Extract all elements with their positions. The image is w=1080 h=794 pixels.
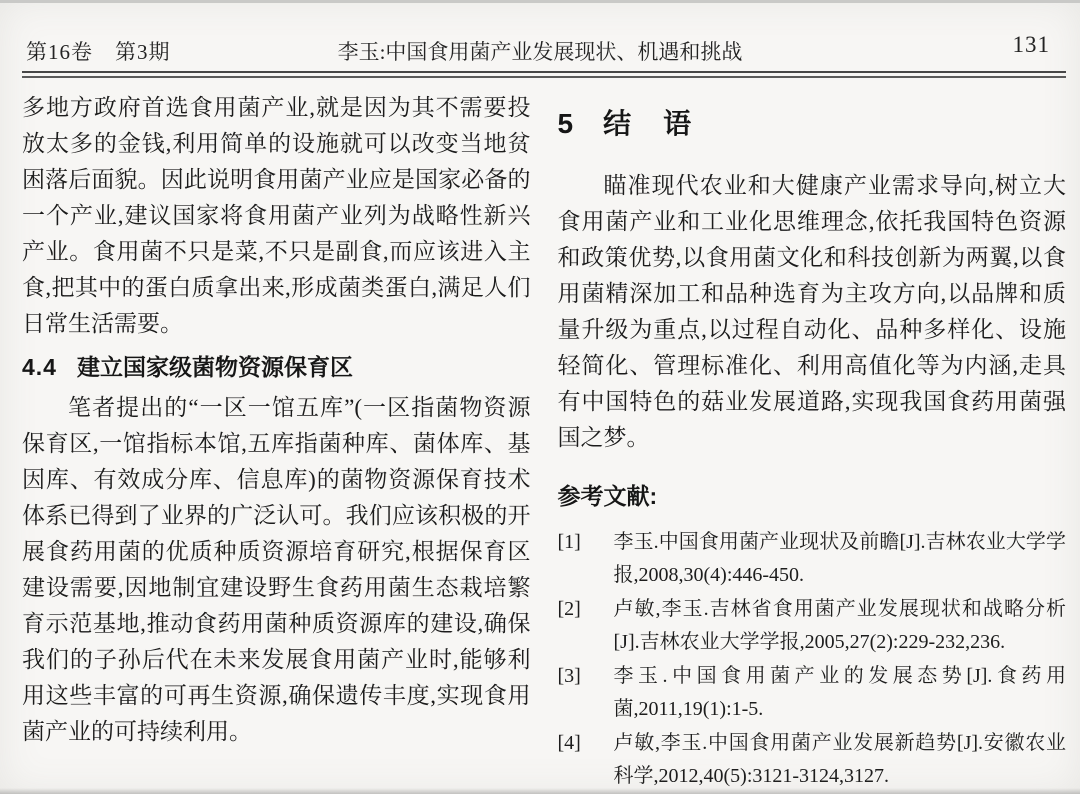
reference-number: [3]	[557, 665, 581, 687]
header-volume-issue: 第16卷 第3期	[26, 40, 171, 64]
header-double-rule	[22, 71, 1066, 78]
reference-text: 卢敏,李玉.中国食用菌产业发展新趋势[J].安徽农业科学,2012,40(5):3121-3124,3127.	[613, 732, 1066, 787]
header-running-title: 李玉:中国食用菌产业发展现状、机遇和挑战	[337, 40, 743, 64]
reference-item	[558, 593, 1067, 659]
reference-number: [4]	[557, 732, 581, 754]
reference-text: 李玉.中国食用菌产业现状及前瞻[J].吉林农业大学学报,2008,30(4):446-450.	[613, 531, 1066, 586]
section-number: 4.4	[22, 354, 57, 380]
scan-edge-bottom	[0, 788, 1080, 794]
reference-item	[558, 526, 1067, 592]
reference-item	[558, 727, 1067, 793]
reference-text: 卢敏,李玉.吉林省食用菌产业发展现状和战略分析[J].吉林农业大学学报,2005,27(2):229-232,236.	[613, 598, 1066, 653]
conclusion-paragraph: 瞄准现代农业和大健康产业需求导向,树立大食用菌产业和工业化思维理念,依托我国特色资源和政策优势,以食用菌文化和科技创新为两翼,以食用菌精深加工和品种选育为主攻方向,以品牌和质量升级为重点,以过程自动化、品种多样化、设施轻简化、管理标准化、利用高值化等为内涵,走具有中国特色的菇业发展道路,实现我国食药用菌强国之梦。	[557, 173, 1066, 450]
section-heading-4-4	[22, 351, 531, 383]
two-column-body	[22, 90, 1066, 788]
header-page-number: 131	[1012, 32, 1050, 57]
left-column	[22, 90, 531, 788]
references-heading: 参考文献:	[557, 483, 658, 509]
reference-item	[558, 660, 1067, 726]
paragraph-continued: 多地方政府首选食用菌产业,就是因为其不需要投放太多的金钱,利用简单的设施就可以改变当地贫困落后面貌。因此说明食用菌产业应是国家必备的一个产业,建议国家将食用菌产业列为战略性新兴产业。食用菌不只是菜,不只是副食,而应该进入主食,把其中的蛋白质拿出来,形成菌类蛋白,满足人们日常生活需要。	[22, 95, 531, 336]
section-number: 5	[557, 108, 574, 139]
scan-edge-top	[0, 0, 1080, 3]
reference-number: [2]	[557, 598, 581, 620]
section-title: 建立国家级菌物资源保育区	[76, 354, 353, 380]
right-column	[558, 90, 1067, 788]
section-title: 结 语	[603, 108, 694, 139]
reference-number: [1]	[557, 531, 581, 553]
reference-text: 李玉.中国食用菌产业的发展态势[J].食药用菌,2011,19(1):1-5.	[613, 665, 1066, 720]
page-header	[26, 32, 1054, 64]
references-list	[558, 526, 1067, 793]
section-heading-5	[558, 106, 1067, 142]
section-4-4-paragraph: 笔者提出的“一区一馆五库”(一区指菌物资源保育区,一馆指标本馆,五库指菌种库、菌体库、基因库、有效成分库、信息库)的菌物资源保育技术体系已得到了业界的广泛认可。我们应该积极的开展食药用菌的优质种质资源培育研究,根据保育区建设需要,因地制宜建设野生食药用菌生态栽培繁育示范基地,推动食药用菌种质资源库的建设,确保我们的子孙后代在未来发展食用菌产业时,能够利用这些丰富的可再生资源,确保遗传丰度,实现食用菌产业的可持续利用。	[22, 395, 531, 744]
